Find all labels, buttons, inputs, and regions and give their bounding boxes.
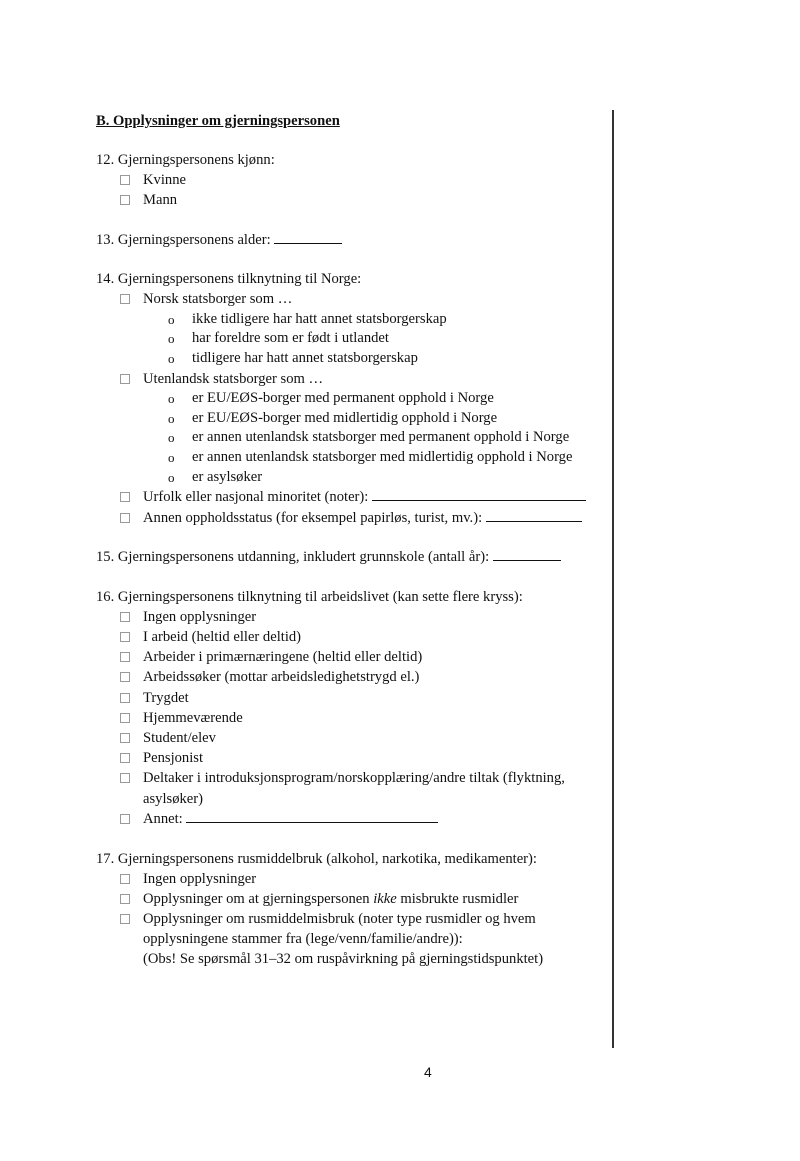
q14-utenlandsk-sub: o er annen utenlandsk statsborger med midlertidig opphold i Norge (96, 448, 606, 468)
checkbox[interactable] (120, 914, 130, 924)
q14-norsk-sub: o har foreldre som er født i utlandet (96, 329, 606, 349)
q16-option[interactable]: Student/elev (96, 728, 606, 748)
section-heading: B. Opplysninger om gjerningspersonen (96, 113, 340, 129)
circle-bullet-icon: o (168, 450, 175, 466)
q16-option-annet[interactable]: Annet: (96, 809, 606, 829)
checkbox[interactable] (120, 753, 130, 763)
checkbox[interactable] (120, 814, 130, 824)
q14-option-norsk[interactable]: Norsk statsborger som … (96, 289, 606, 309)
checkbox[interactable] (120, 733, 130, 743)
q14-utenlandsk-sub: o er EU/EØS-borger med midlertidig opphold i Norge (96, 409, 606, 429)
q14-norsk-sub: o tidligere har hatt annet statsborgerskap (96, 349, 606, 369)
q14-utenlandsk-sub: o er asylsøker (96, 468, 606, 488)
checkbox[interactable] (120, 713, 130, 723)
checkbox[interactable] (120, 652, 130, 662)
checkbox[interactable] (120, 672, 130, 682)
q16-option[interactable]: Trygdet (96, 688, 606, 708)
q14-option-annen[interactable]: Annen oppholdsstatus (for eksempel papirløs, turist, mv.): (96, 508, 606, 528)
question-16-label: 16. Gjerningspersonens tilknytning til arbeidslivet (kan sette flere kryss): (96, 588, 523, 605)
circle-bullet-icon: o (168, 351, 175, 367)
q16-option[interactable]: I arbeid (heltid eller deltid) (96, 627, 606, 647)
annet-field[interactable] (186, 809, 438, 823)
margin-line (612, 110, 614, 1048)
page-number: 4 (424, 1064, 432, 1080)
q14-option-utenlandsk[interactable]: Utenlandsk statsborger som … (96, 369, 606, 389)
q12-option-mann[interactable]: Mann (96, 190, 606, 210)
q17-option[interactable]: Opplysninger om rusmiddelmisbruk (noter type rusmidler og hvem opplysningene stammer fra (lege/venn/familie/andre)): (Obs! Se spørsmål 31–32 om ruspåvirkning på gjerningstidspunktet) (96, 909, 563, 970)
q14-option-urfolk[interactable]: Urfolk eller nasjonal minoritet (noter): (96, 487, 606, 507)
checkbox[interactable] (120, 612, 130, 622)
checkbox[interactable] (120, 693, 130, 703)
q16-option[interactable]: Pensjonist (96, 748, 606, 768)
checkbox[interactable] (120, 294, 130, 304)
circle-bullet-icon: o (168, 469, 175, 485)
age-field[interactable] (274, 230, 342, 244)
checkbox[interactable] (120, 513, 130, 523)
question-17-label: 17. Gjerningspersonens rusmiddelbruk (alkohol, narkotika, medikamenter): (96, 850, 537, 867)
q14-utenlandsk-sub: o er annen utenlandsk statsborger med permanent opphold i Norge (96, 428, 606, 448)
checkbox[interactable] (120, 632, 130, 642)
circle-bullet-icon: o (168, 311, 175, 327)
circle-bullet-icon: o (168, 390, 175, 406)
circle-bullet-icon: o (168, 410, 175, 426)
checkbox[interactable] (120, 894, 130, 904)
circle-bullet-icon: o (168, 331, 175, 347)
question-15: 15. Gjerningspersonens utdanning, inkludert grunnskole (antall år): (96, 547, 606, 567)
q16-option[interactable]: Arbeider i primærnæringene (heltid eller deltid) (96, 647, 606, 667)
education-years-field[interactable] (493, 547, 561, 561)
question-12-label: 12. Gjerningspersonens kjønn: (96, 152, 275, 168)
q16-option[interactable]: Arbeidssøker (mottar arbeidsledighetstrygd el.) (96, 667, 606, 687)
q16-option[interactable]: Deltaker i introduksjonsprogram/norskopplæring/andre tiltak (flyktning, asylsøker) (96, 768, 583, 808)
urfolk-field[interactable] (372, 487, 586, 501)
checkbox[interactable] (120, 175, 130, 185)
q16-option[interactable]: Ingen opplysninger (96, 607, 606, 627)
checkbox[interactable] (120, 492, 130, 502)
question-14-label: 14. Gjerningspersonens tilknytning til Norge: (96, 271, 362, 288)
annen-status-field[interactable] (486, 508, 582, 522)
form-content (96, 111, 606, 970)
q14-utenlandsk-sub: o er EU/EØS-borger med permanent opphold i Norge (96, 389, 606, 409)
checkbox[interactable] (120, 195, 130, 205)
q14-norsk-sub: o ikke tidligere har hatt annet statsborgerskap (96, 310, 606, 330)
question-13: 13. Gjerningspersonens alder: (96, 230, 606, 250)
q17-option[interactable]: Opplysninger om at gjerningspersonen ikke misbrukte rusmidler (96, 889, 606, 909)
checkbox[interactable] (120, 773, 130, 783)
checkbox[interactable] (120, 874, 130, 884)
q17-option[interactable]: Ingen opplysninger (96, 869, 606, 889)
circle-bullet-icon: o (168, 430, 175, 446)
q16-option[interactable]: Hjemmeværende (96, 708, 606, 728)
checkbox[interactable] (120, 374, 130, 384)
q12-option-kvinne[interactable]: Kvinne (96, 170, 606, 190)
